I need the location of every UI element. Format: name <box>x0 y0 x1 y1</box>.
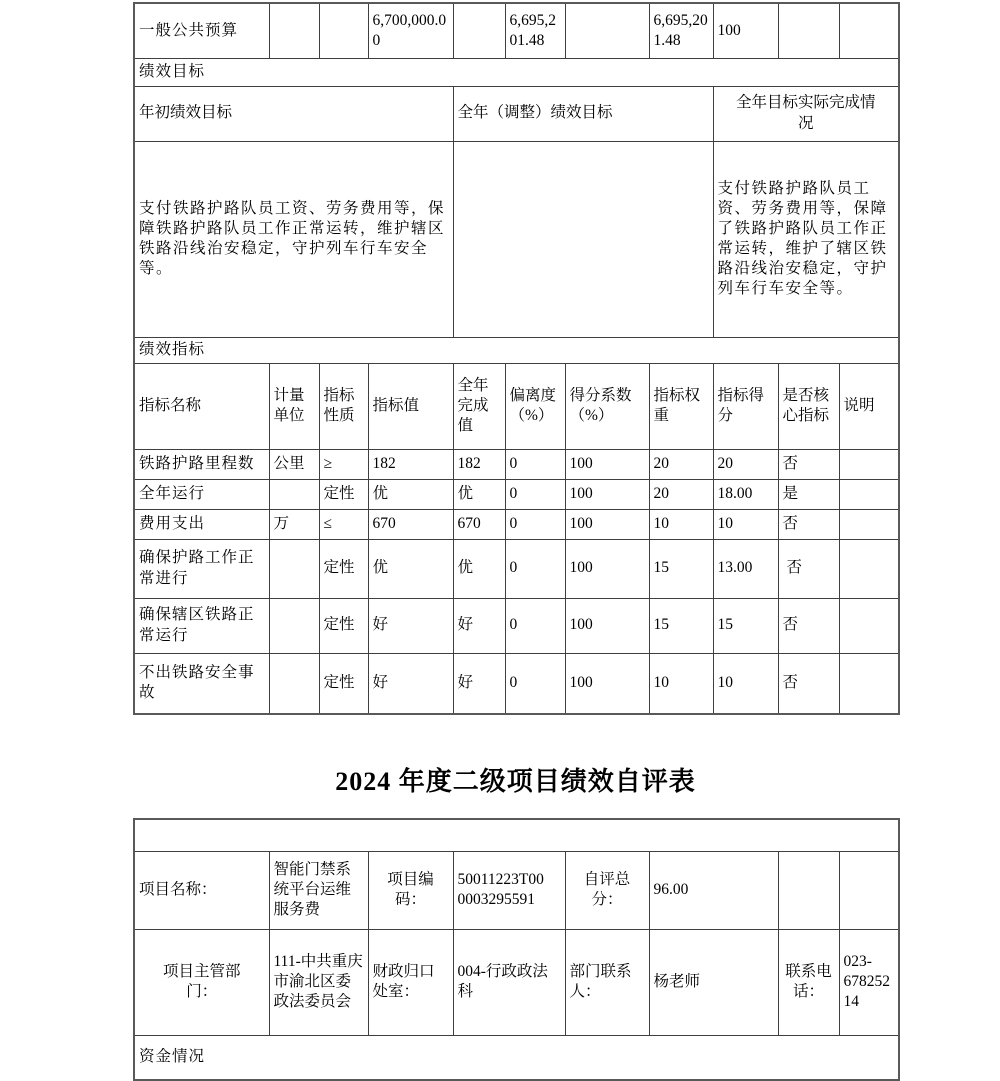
empty-cell <box>839 3 899 58</box>
indicator-name-cell: 费用支出 <box>134 509 269 539</box>
indicator-deviation-cell: 0 <box>505 598 565 653</box>
finance-office-label: 财政归口处室： <box>368 929 453 1035</box>
funds-section-title: 资金情况 <box>134 1035 899 1080</box>
indicator-row <box>134 598 899 653</box>
indicator-nature-cell: 定性 <box>319 539 368 598</box>
empty-cell <box>269 3 319 58</box>
indicator-score-cell: 10 <box>713 509 778 539</box>
indicator-coefficient-cell: 100 <box>565 653 649 714</box>
indicator-coefficient-cell: 100 <box>565 509 649 539</box>
indicator-nature-cell: 定性 <box>319 479 368 509</box>
indicator-score-cell: 15 <box>713 598 778 653</box>
funding-adjusted-cell: 6,695,201.48 <box>505 3 565 58</box>
spacer-row <box>134 819 899 851</box>
indicator-note-cell <box>839 653 899 714</box>
goal-initial-text: 支付铁路护路队员工资、劳务费用等，保障铁路护路队员工作正常运转，维护辖区铁路沿线治安稳定，守护列车行车安全等。 <box>134 141 453 337</box>
indicator-completed-cell: 好 <box>453 653 505 714</box>
supervisor-dept-label-text: 项目主管部门： <box>162 962 241 1000</box>
indicator-core-cell: 否 <box>778 509 839 539</box>
indicator-row <box>134 449 899 479</box>
indicator-core-cell: 否 <box>778 539 839 598</box>
empty-cell <box>778 851 839 929</box>
performance-evaluation-table <box>133 2 900 715</box>
indicator-name-cell: 确保护路工作正常进行 <box>134 539 269 598</box>
header-deviation: 偏离度（%） <box>505 363 565 449</box>
contact-person-label: 部门联系人： <box>565 929 649 1035</box>
project-code-value <box>453 851 565 929</box>
indicator-unit-cell: 万 <box>269 509 319 539</box>
indicator-target-cell: 优 <box>368 479 453 509</box>
indicator-deviation-cell: 0 <box>505 539 565 598</box>
self-score-label-text: 自评总分： <box>583 870 631 908</box>
indicator-target-cell: 好 <box>368 598 453 653</box>
goal-actual-text: 支付铁路护路队员工资、劳务费用等，保障了铁路护路队员工作正常运转，维护了辖区铁路沿线治安稳定，守护列车行车安全等。 <box>713 141 899 337</box>
indicator-name-cell: 不出铁路安全事故 <box>134 653 269 714</box>
supervisor-dept-label <box>134 929 269 1035</box>
indicator-note-cell <box>839 479 899 509</box>
indicator-completed-cell: 优 <box>453 539 505 598</box>
empty-cell <box>839 851 899 929</box>
indicator-core-cell: 是 <box>778 479 839 509</box>
indicator-deviation-cell: 0 <box>505 449 565 479</box>
project-code-label <box>368 851 453 929</box>
supervisor-dept-value: 111-中共重庆市渝北区委政法委员会 <box>269 929 368 1035</box>
indicator-unit-cell: 公里 <box>269 449 319 479</box>
goals-section-row <box>134 58 899 86</box>
project-code-label-text: 项目编码： <box>387 870 434 908</box>
funds-section-row <box>134 1035 899 1080</box>
indicator-unit-cell <box>269 653 319 714</box>
indicator-score-cell: 13.00 <box>713 539 778 598</box>
indicator-score-cell: 10 <box>713 653 778 714</box>
project-self-evaluation-table <box>133 818 900 1081</box>
indicator-note-cell <box>839 509 899 539</box>
project-code-text: 50011223T000003295591 <box>457 870 544 908</box>
indicator-coefficient-cell: 100 <box>565 539 649 598</box>
indicator-unit-cell <box>269 479 319 509</box>
funding-budget-cell: 6,700,000.00 <box>368 3 453 58</box>
project-name-value: 智能门禁系统平台运维服务费 <box>269 851 368 929</box>
indicator-target-cell: 好 <box>368 653 453 714</box>
contact-phone-value: 023-67825214 <box>839 929 899 1035</box>
goal-actual-header-text: 全年目标实际完成情况 <box>735 94 876 132</box>
indicator-note-cell <box>839 449 899 479</box>
indicators-section-row <box>134 337 899 363</box>
indicator-coefficient-cell: 100 <box>565 449 649 479</box>
indicators-section-title: 绩效指标 <box>134 337 899 363</box>
header-indicator-name: 指标名称 <box>134 363 269 449</box>
goals-header-row <box>134 86 899 141</box>
indicator-unit-cell <box>269 598 319 653</box>
indicator-weight-cell: 10 <box>649 653 713 714</box>
indicator-core-cell: 否 <box>778 598 839 653</box>
funding-row <box>134 3 899 58</box>
indicator-deviation-cell: 0 <box>505 509 565 539</box>
indicator-row <box>134 509 899 539</box>
finance-office-value: 004-行政政法科 <box>453 929 565 1035</box>
goal-adjusted-text <box>453 141 713 337</box>
indicator-row <box>134 653 899 714</box>
empty-cell <box>565 3 649 58</box>
indicator-row <box>134 539 899 598</box>
goal-actual-header <box>713 86 899 141</box>
indicator-target-cell: 优 <box>368 539 453 598</box>
indicator-score-cell: 20 <box>713 449 778 479</box>
indicator-name-cell: 全年运行 <box>134 479 269 509</box>
page-title: 2024 年度二级项目绩效自评表 <box>335 767 696 796</box>
indicator-note-cell <box>839 539 899 598</box>
funding-source-cell: 一般公共预算 <box>134 3 269 58</box>
project-name-label: 项目名称： <box>134 851 269 929</box>
empty-cell <box>319 3 368 58</box>
indicator-target-cell: 182 <box>368 449 453 479</box>
goals-text-row <box>134 141 899 337</box>
indicator-name-cell: 确保辖区铁路正常运行 <box>134 598 269 653</box>
indicator-weight-cell: 15 <box>649 539 713 598</box>
indicator-score-cell: 18.00 <box>713 479 778 509</box>
department-info-row <box>134 929 899 1035</box>
indicator-row <box>134 479 899 509</box>
header-note: 说明 <box>839 363 899 449</box>
indicator-nature-cell: ≥ <box>319 449 368 479</box>
indicator-note-cell <box>839 598 899 653</box>
indicator-coefficient-cell: 100 <box>565 479 649 509</box>
indicator-coefficient-cell: 100 <box>565 598 649 653</box>
indicator-completed-cell: 优 <box>453 479 505 509</box>
self-score-label <box>565 851 649 929</box>
funding-rate-cell: 100 <box>713 3 778 58</box>
header-unit: 计量单位 <box>269 363 319 449</box>
goal-adjusted-header: 全年（调整）绩效目标 <box>453 86 713 141</box>
header-completed-value: 全年完成值 <box>453 363 505 449</box>
contact-phone-label-text: 联系电话： <box>785 962 832 1000</box>
goal-initial-header: 年初绩效目标 <box>134 86 453 141</box>
indicator-nature-cell: 定性 <box>319 653 368 714</box>
contact-phone-label <box>778 929 839 1035</box>
header-is-core: 是否核心指标 <box>778 363 839 449</box>
indicator-core-cell: 否 <box>778 449 839 479</box>
header-weight: 指标权重 <box>649 363 713 449</box>
header-nature: 指标性质 <box>319 363 368 449</box>
indicator-weight-cell: 20 <box>649 479 713 509</box>
empty-cell <box>453 3 505 58</box>
indicator-target-cell: 670 <box>368 509 453 539</box>
indicator-completed-cell: 好 <box>453 598 505 653</box>
indicator-unit-cell <box>269 539 319 598</box>
header-target-value: 指标值 <box>368 363 453 449</box>
indicator-deviation-cell: 0 <box>505 479 565 509</box>
indicator-nature-cell: 定性 <box>319 598 368 653</box>
indicator-nature-cell: ≤ <box>319 509 368 539</box>
empty-cell <box>134 819 899 851</box>
header-score: 指标得分 <box>713 363 778 449</box>
indicator-deviation-cell: 0 <box>505 653 565 714</box>
indicator-weight-cell: 20 <box>649 449 713 479</box>
empty-cell <box>778 3 839 58</box>
indicator-weight-cell: 10 <box>649 509 713 539</box>
contact-person-value: 杨老师 <box>649 929 778 1035</box>
indicators-header-row <box>134 363 899 449</box>
header-score-coefficient: 得分系数（%） <box>565 363 649 449</box>
indicator-weight-cell: 15 <box>649 598 713 653</box>
funding-actual-cell: 6,695,201.48 <box>649 3 713 58</box>
self-score-value: 96.00 <box>649 851 778 929</box>
indicator-completed-cell: 670 <box>453 509 505 539</box>
indicator-core-cell: 否 <box>778 653 839 714</box>
indicator-name-cell: 铁路护路里程数 <box>134 449 269 479</box>
indicator-completed-cell: 182 <box>453 449 505 479</box>
project-info-row <box>134 851 899 929</box>
goals-section-title: 绩效目标 <box>134 58 899 86</box>
